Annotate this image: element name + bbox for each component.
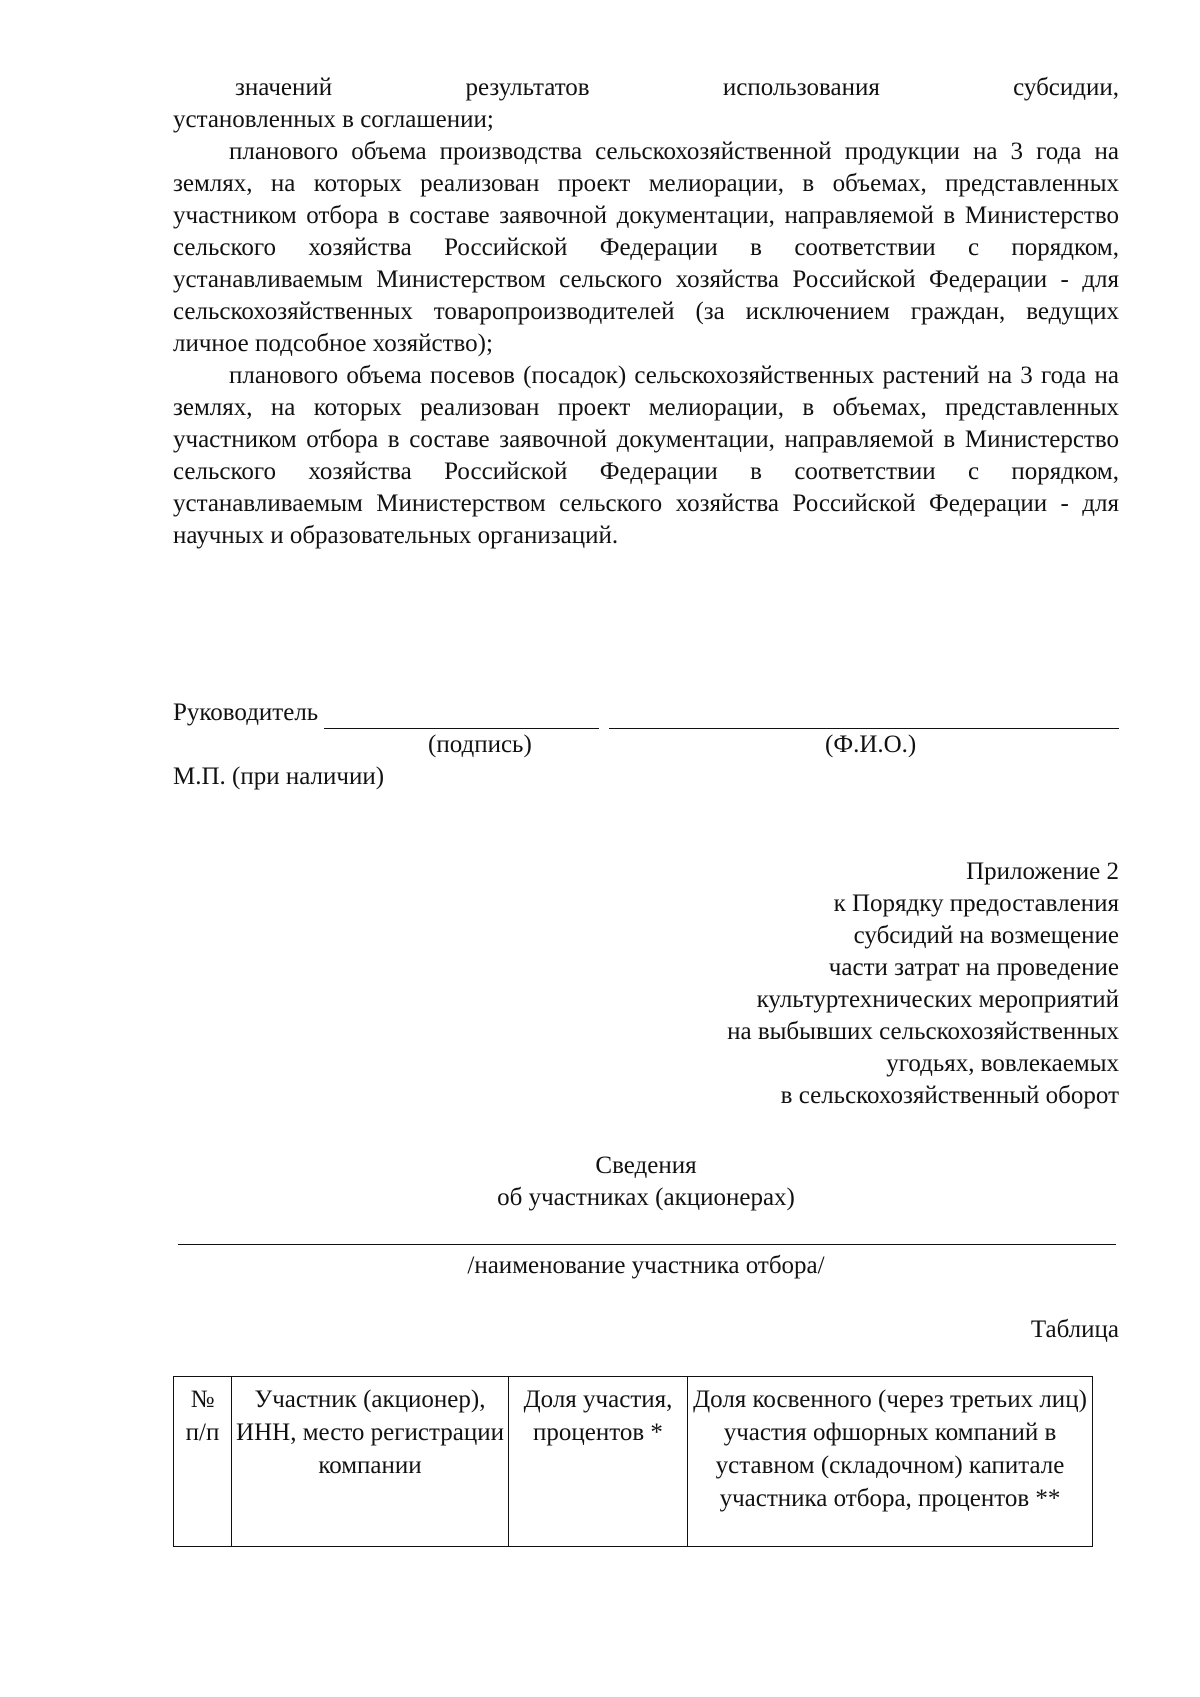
word: использования <box>722 74 880 101</box>
name-caption: (Ф.И.О.) <box>825 731 917 758</box>
signature-block <box>173 697 1119 793</box>
appendix-line: на выбывших сельскохозяйственных <box>727 1018 1119 1045</box>
appendix-header <box>600 856 1119 1112</box>
appendix-line: субсидий на возмещение <box>853 922 1119 949</box>
appendix-line: Приложение 2 <box>966 858 1119 885</box>
seal-note: М.П. (при наличии) <box>173 763 385 790</box>
header-share: Доля участия, процентов * <box>509 1377 688 1547</box>
appendix-line: угодьях, вовлекаемых <box>886 1050 1119 1077</box>
heading-title: Сведения <box>595 1152 697 1179</box>
participant-name-caption: /наименование участника отбора/ <box>467 1252 825 1279</box>
appendix-line: культуртехнических мероприятий <box>756 986 1119 1013</box>
signature-line <box>324 702 599 729</box>
word: результатов <box>465 74 590 101</box>
paragraph-production: планового объема производства сельскохозяйственной продукции на 3 года на землях, на которых реализован проект мелиорации, в объемах, представленных участником отбора в составе заявочной документации, направляемой в Министерство сельского хозяйства Российской Федерации в соответствии с порядком, устанавливаемым Министерством сельского хозяйства Российской Федерации - для сельскохозяйственных товаропроизводителей (за исключением граждан, ведущих личное подсобное хозяйство); <box>173 138 1119 357</box>
signature-label: Руководитель <box>173 699 319 726</box>
paragraph-line: установленных в соглашении; <box>173 106 494 133</box>
appendix-line: к Порядку предоставления <box>833 890 1119 917</box>
signature-caption: (подпись) <box>428 731 532 758</box>
table-label: Таблица <box>1030 1316 1119 1343</box>
document-body <box>173 72 1119 552</box>
paragraph-sowing: планового объема посевов (посадок) сельскохозяйственных растений на 3 года на землях, на которых реализован проект мелиорации, в объемах, представленных участником отбора в составе заявочной документации, направляемой в Министерство сельского хозяйства Российской Федерации в соответствии с порядком, устанавливаемым Министерством сельского хозяйства Российской Федерации - для научных и образовательных организаций. <box>173 362 1119 549</box>
header-offshore-share: Доля косвенного (через третьих лиц) участия офшорных компаний в уставном (складочном) капитале участника отбора, процентов ** <box>688 1377 1093 1547</box>
participant-name-line <box>178 1244 1116 1245</box>
header-participant: Участник (акционер), ИНН, место регистрации компании <box>232 1377 509 1547</box>
heading-subtitle: об участниках (акционерах) <box>497 1184 795 1211</box>
header-number: № п/п <box>174 1377 232 1547</box>
appendix-line: в сельскохозяйственный оборот <box>780 1082 1119 1109</box>
word: значений <box>235 74 333 101</box>
participants-table <box>173 1376 1093 1547</box>
table-header-row <box>174 1377 1093 1547</box>
name-line <box>609 702 1119 729</box>
appendix-line: части затрат на проведение <box>828 954 1119 981</box>
first-line <box>173 72 1119 104</box>
document-heading <box>173 1150 1119 1214</box>
word: субсидии, <box>1013 74 1119 101</box>
